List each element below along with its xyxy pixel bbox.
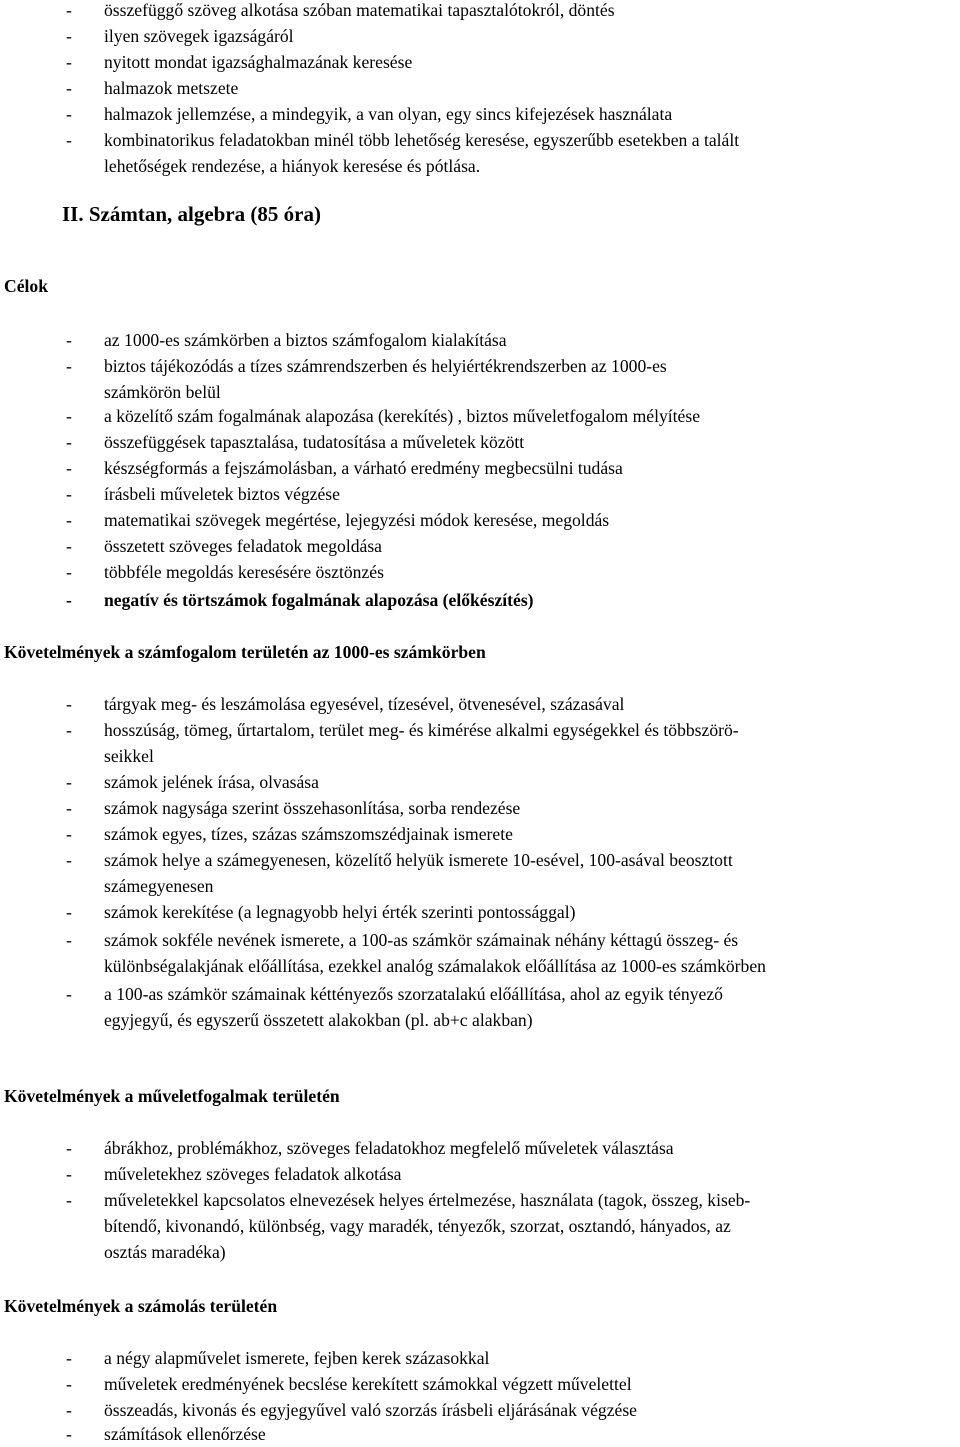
muveletfogalmak-heading: Követelmények a műveletfogalmak területén bbox=[4, 1086, 340, 1106]
list-dash: - bbox=[66, 510, 72, 530]
list-item-text: nyitott mondat igazsághalmazának keresése bbox=[104, 52, 413, 72]
list-item-text: számok jelének írása, olvasása bbox=[104, 772, 319, 792]
list-item-text: az 1000-es számkörben a biztos számfogalom kialakítása bbox=[104, 330, 507, 350]
list-dash: - bbox=[66, 484, 72, 504]
list-item-text: biztos tájékozódás a tízes számrendszerben és helyiértékrendszerben az 1000-es bbox=[104, 356, 667, 376]
list-item-text: halmazok jellemzése, a mindegyik, a van olyan, egy sincs kifejezések használata bbox=[104, 104, 673, 124]
list-dash: - bbox=[66, 26, 72, 46]
list-item-text: többféle megoldás keresésére ösztönzés bbox=[104, 562, 384, 582]
list-dash: - bbox=[66, 1138, 72, 1158]
list-item-text: összetett szöveges feladatok megoldása bbox=[104, 536, 382, 556]
list-item-text: matematikai szövegek megértése, lejegyzési módok keresése, megoldás bbox=[104, 510, 610, 530]
list-dash: - bbox=[66, 130, 72, 150]
list-item-text: halmazok metszete bbox=[104, 78, 239, 98]
list-item-continuation: különbségalakjának előállítása, ezekkel analóg számalakok előállítása az 1000-es számkörben bbox=[104, 956, 766, 976]
list-dash: - bbox=[66, 432, 72, 452]
list-dash: - bbox=[66, 406, 72, 426]
szamolas-heading: Követelmények a számolás területén bbox=[4, 1296, 278, 1316]
list-dash: - bbox=[66, 1190, 72, 1210]
list-dash: - bbox=[66, 536, 72, 556]
list-dash: - bbox=[66, 694, 72, 714]
list-dash: - bbox=[66, 824, 72, 844]
list-item-text: összefüggések tapasztalása, tudatosítása a műveletek között bbox=[104, 432, 525, 452]
list-dash: - bbox=[66, 720, 72, 740]
list-dash: - bbox=[66, 356, 72, 376]
list-item-text: műveletekhez szöveges feladatok alkotása bbox=[104, 1164, 402, 1184]
list-item-text: kombinatorikus feladatokban minél több lehetőség keresése, egyszerűbb esetekben a talált bbox=[104, 130, 740, 150]
list-item-text: negatív és törtszámok fogalmának alapozása (előkészítés) bbox=[104, 590, 534, 610]
list-item-text: számok egyes, tízes, százas számszomszédjainak ismerete bbox=[104, 824, 513, 844]
list-dash: - bbox=[66, 798, 72, 818]
list-item-text: a négy alapművelet ismerete, fejben kerek százasokkal bbox=[104, 1348, 490, 1368]
section-title: II. Számtan, algebra (85 óra) bbox=[62, 202, 321, 226]
list-dash: - bbox=[66, 1400, 72, 1420]
list-dash: - bbox=[66, 850, 72, 870]
list-item-text: számok nagysága szerint összehasonlítása, sorba rendezése bbox=[104, 798, 521, 818]
list-dash: - bbox=[66, 562, 72, 582]
list-item-continuation: számegyenesen bbox=[104, 876, 214, 896]
list-dash: - bbox=[66, 902, 72, 922]
list-dash: - bbox=[66, 1374, 72, 1394]
list-item-text: összeadás, kivonás és egyjegyűvel való szorzás írásbeli eljárásának végzése bbox=[104, 1400, 637, 1420]
list-dash: - bbox=[66, 1348, 72, 1368]
szamfogalom-heading: Követelmények a számfogalom területén az 1000-es számkörben bbox=[4, 642, 486, 662]
list-dash: - bbox=[66, 930, 72, 950]
list-dash: - bbox=[66, 104, 72, 124]
list-item-text: tárgyak meg- és leszámolása egyesével, tízesével, ötvenesével, százasával bbox=[104, 694, 625, 714]
list-item-text: számok sokféle nevének ismerete, a 100-as számkör számainak néhány kéttagú összeg- és bbox=[104, 930, 739, 950]
list-dash: - bbox=[66, 330, 72, 350]
list-item-text: összefüggő szöveg alkotása szóban matematikai tapasztalótokról, döntés bbox=[104, 0, 615, 20]
list-dash: - bbox=[66, 78, 72, 98]
list-item-text: számok helye a számegyenesen, közelítő helyük ismerete 10-esével, 100-asával beosztott bbox=[104, 850, 733, 870]
celok-heading: Célok bbox=[4, 276, 48, 296]
list-dash: - bbox=[66, 590, 72, 610]
list-dash: - bbox=[66, 458, 72, 478]
list-item-text: számítások ellenőrzése bbox=[104, 1424, 266, 1444]
list-item-text: hosszúság, tömeg, űrtartalom, terület meg- és kimérése alkalmi egységekkel és többszörö- bbox=[104, 720, 739, 740]
list-item-text: készségformás a fejszámolásban, a várható eredmény megbecsülni tudása bbox=[104, 458, 623, 478]
list-dash: - bbox=[66, 1164, 72, 1184]
list-item-continuation: lehetőségek rendezése, a hiányok keresése és pótlása. bbox=[104, 156, 481, 176]
list-item-text: a közelítő szám fogalmának alapozása (kerekítés) , biztos műveletfogalom mélyítése bbox=[104, 406, 701, 426]
list-item-text: műveletek eredményének becslése kerekített számokkal végzett művelettel bbox=[104, 1374, 632, 1394]
list-item-text: számok kerekítése (a legnagyobb helyi érték szerinti pontossággal) bbox=[104, 902, 576, 922]
list-dash: - bbox=[66, 0, 72, 20]
list-item-text: írásbeli műveletek biztos végzése bbox=[104, 484, 340, 504]
list-item-text: ilyen szövegek igazságáról bbox=[104, 26, 294, 46]
list-item-continuation: osztás maradéka) bbox=[104, 1242, 226, 1262]
list-item-continuation: seikkel bbox=[104, 746, 154, 766]
list-item-continuation: számkörön belül bbox=[104, 382, 221, 402]
list-item-continuation: egyjegyű, és egyszerű összetett alakokban (pl. ab+c alakban) bbox=[104, 1010, 533, 1030]
list-item-text: műveletekkel kapcsolatos elnevezések helyes értelmezése, használata (tagok, összeg, kiseb- bbox=[104, 1190, 751, 1210]
list-dash: - bbox=[66, 984, 72, 1004]
list-dash: - bbox=[66, 52, 72, 72]
list-dash: - bbox=[66, 772, 72, 792]
list-item-text: a 100-as számkör számainak kéttényezős szorzatalakú előállítása, ahol az egyik tényező bbox=[104, 984, 723, 1004]
list-item-text: ábrákhoz, problémákhoz, szöveges feladatokhoz megfelelő műveletek választása bbox=[104, 1138, 674, 1158]
list-item-continuation: bítendő, kivonandó, különbség, vagy maradék, tényezők, szorzat, osztandó, hányados, az bbox=[104, 1216, 731, 1236]
list-dash: - bbox=[66, 1424, 72, 1444]
